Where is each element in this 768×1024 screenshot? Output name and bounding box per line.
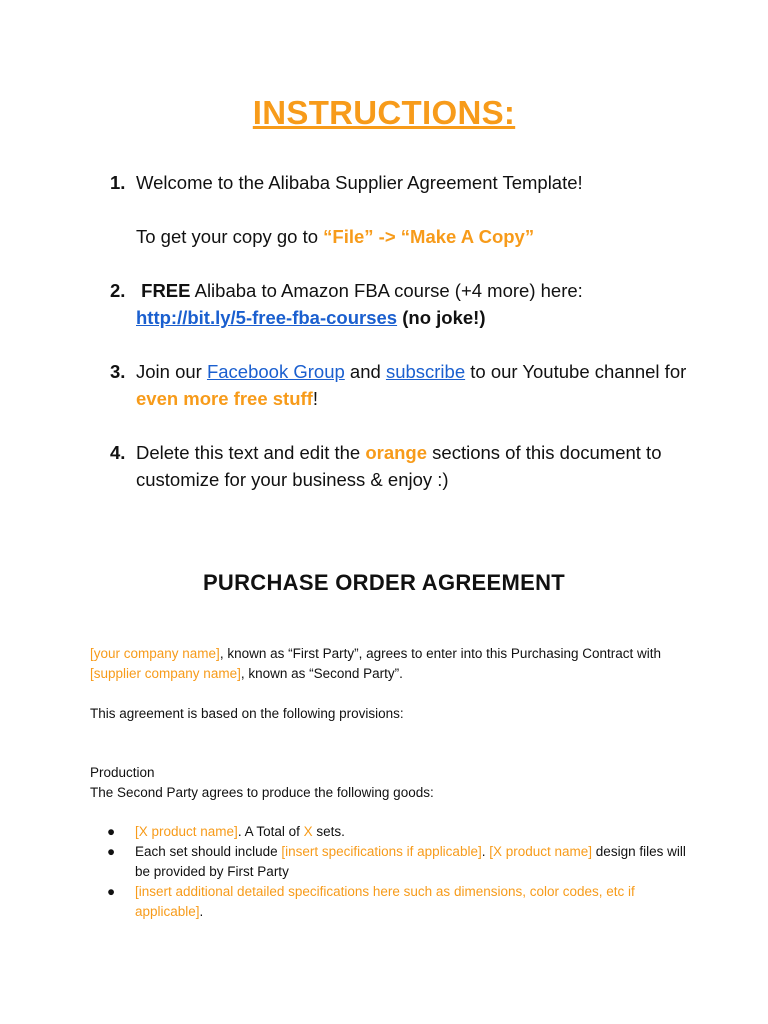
free-stuff-text: even more free stuff (136, 388, 313, 409)
orange-word: orange (365, 442, 428, 463)
and-text: and (344, 361, 386, 382)
exclamation: ! (312, 388, 318, 409)
quantity-placeholder: X (303, 824, 313, 839)
instruction-step-1 (110, 169, 696, 196)
intro-text-end: , known as “Second Party”. (240, 666, 403, 681)
no-joke-text: (no joke!) (397, 307, 486, 328)
provisions-text: This agreement is based on the following provisions: (90, 706, 404, 721)
list-item (90, 822, 690, 842)
bullet-icon: ● (107, 824, 116, 839)
make-copy-menu-path: “File” -> “Make A Copy” (323, 226, 535, 247)
supplier-name-placeholder: [supplier company name] (90, 666, 241, 681)
free-label: FREE (141, 280, 191, 301)
specifications-placeholder: [insert specifications if applicable] (281, 844, 482, 859)
company-name-placeholder: [your company name] (90, 646, 220, 661)
fba-courses-link[interactable]: http://bit.ly/5-free-fba-courses (136, 307, 398, 328)
course-text: Alibaba to Amazon FBA course (+4 more) here: (190, 280, 583, 301)
additional-specs-placeholder: [insert additional detailed specifications here such as dimensions, color codes, etc if applicable] (135, 884, 635, 919)
youtube-text: to our Youtube channel for (465, 361, 687, 382)
facebook-group-link[interactable]: Facebook Group (206, 361, 345, 382)
step-number: 2. (110, 280, 126, 301)
agreement-intro (90, 644, 690, 684)
instruction-step-2 (110, 277, 696, 331)
goods-list (90, 822, 690, 922)
list-item (90, 882, 690, 922)
product-name-placeholder: [X product name] (135, 824, 238, 839)
production-text: The Second Party agrees to produce the following goods: (90, 785, 434, 800)
copy-prefix: To get your copy go to (136, 226, 324, 247)
step-number: 3. (110, 361, 126, 382)
instruction-step-4 (110, 439, 696, 493)
period-text: . (199, 904, 204, 919)
step-number: 1. (110, 172, 126, 193)
total-text: . A Total of (237, 824, 304, 839)
bullet-icon: ● (107, 844, 116, 859)
product-name-placeholder: [X product name] (489, 844, 593, 859)
list-item (90, 842, 690, 882)
separator-text: . (481, 844, 490, 859)
bullet-icon: ● (107, 884, 116, 899)
subscribe-link[interactable]: subscribe (385, 361, 466, 382)
instruction-step-3 (110, 358, 696, 412)
design-files-text: design files will be provided by First Party (135, 844, 686, 879)
welcome-text: Welcome to the Alibaba Supplier Agreement Template! (136, 172, 583, 193)
copy-instruction (136, 223, 696, 250)
agreement-heading: PURCHASE ORDER AGREEMENT (202, 570, 566, 595)
production-label: Production (90, 765, 155, 780)
intro-text: , known as “First Party”, agrees to enter into this Purchasing Contract with (219, 646, 661, 661)
customize-text: sections of this document to customize for your business & enjoy :) (136, 442, 662, 490)
step-number: 4. (110, 442, 126, 463)
page-title: INSTRUCTIONS: (252, 94, 516, 131)
sets-text: sets. (312, 824, 345, 839)
join-text: Join our (136, 361, 207, 382)
delete-text: Delete this text and edit the (136, 442, 366, 463)
set-include-text: Each set should include (135, 844, 282, 859)
